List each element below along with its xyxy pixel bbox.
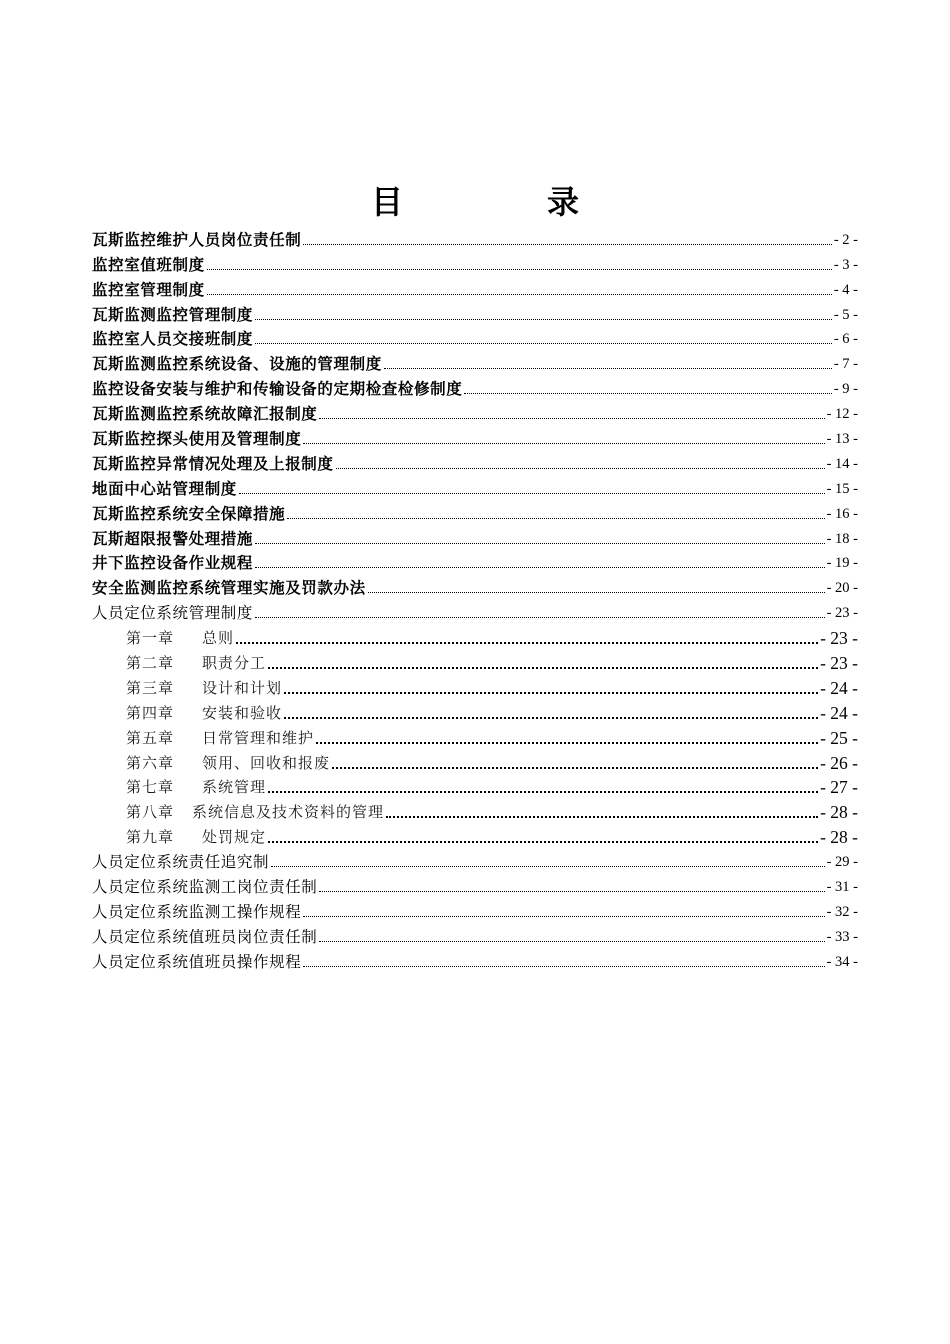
toc-entry[interactable]: [92, 500, 858, 525]
dot-leader: [316, 742, 818, 744]
toc-chapter-label: [126, 727, 314, 749]
dot-leader: [255, 617, 825, 618]
toc-chapter-label: [126, 801, 384, 823]
dot-leader: [303, 916, 824, 917]
toc-entry-label: 人员定位系统监测工岗位责任制: [92, 878, 318, 897]
toc-entry-page: - 13 -: [826, 431, 858, 448]
toc-entry[interactable]: [92, 400, 858, 425]
toc-chapter-entry[interactable]: [92, 823, 858, 848]
toc-entry-page: - 16 -: [826, 505, 858, 522]
toc-entry-page: - 6 -: [833, 331, 858, 348]
toc-entry-label: 瓦斯监控探头使用及管理制度: [92, 430, 302, 449]
toc-entry[interactable]: [92, 873, 858, 898]
toc-chapter-entry[interactable]: [92, 674, 858, 699]
toc-entry[interactable]: [92, 475, 858, 500]
toc-entry-page: - 3 -: [833, 256, 858, 273]
dot-leader: [287, 518, 824, 519]
toc-chapter-entry[interactable]: [92, 749, 858, 774]
dot-leader: [303, 244, 832, 245]
toc-entry[interactable]: [92, 450, 858, 475]
toc-entry-page: - 4 -: [833, 281, 858, 298]
toc-entry-label: 瓦斯超限报警处理措施: [92, 529, 254, 548]
toc-entry-page: - 7 -: [833, 356, 858, 373]
dot-leader: [207, 294, 832, 295]
toc-entry-label: 井下监控设备作业规程: [92, 554, 254, 573]
toc-chapter-entry[interactable]: [92, 649, 858, 674]
dot-leader: [386, 816, 818, 818]
toc-chapter-page: - 24 -: [820, 677, 858, 698]
toc-chapter-entry[interactable]: [92, 798, 858, 823]
toc-entry-page: - 23 -: [826, 605, 858, 622]
toc-entry-page: - 33 -: [826, 928, 858, 945]
toc-entry-label: 瓦斯监控维护人员岗位责任制: [92, 230, 302, 249]
dot-leader: [303, 443, 824, 444]
toc-entry-label: 人员定位系统监测工操作规程: [92, 902, 302, 921]
chapter-number: 第七章: [126, 778, 175, 797]
toc-entry[interactable]: [92, 276, 858, 301]
dot-leader: [255, 543, 825, 544]
toc-entry[interactable]: [92, 550, 858, 575]
toc-entry-page: - 20 -: [826, 580, 858, 597]
dot-leader: [284, 692, 818, 694]
chapter-number: 第一章: [126, 629, 175, 648]
toc-entry[interactable]: [92, 350, 858, 375]
toc-chapter-page: - 25 -: [820, 727, 858, 748]
toc-entry-label: 人员定位系统值班员岗位责任制: [92, 927, 318, 946]
toc-entry-page: - 2 -: [833, 231, 858, 248]
toc-chapter-label: [126, 677, 282, 699]
dot-leader: [319, 941, 824, 942]
chapter-title: 系统信息及技术资料的管理: [192, 803, 385, 822]
toc-entry[interactable]: [92, 301, 858, 326]
dot-leader: [271, 866, 824, 867]
dot-leader: [239, 493, 825, 494]
dot-leader: [255, 319, 832, 320]
dot-leader: [255, 567, 825, 568]
toc-chapter-page: - 27 -: [820, 777, 858, 798]
chapter-number: 第二章: [126, 654, 175, 673]
chapter-title: 职责分工: [202, 654, 267, 673]
dot-leader: [268, 667, 818, 669]
toc-entry-page: - 19 -: [826, 555, 858, 572]
dot-leader: [319, 891, 824, 892]
toc-entry-label: 监控室值班制度: [92, 255, 205, 274]
chapter-number: 第三章: [126, 678, 175, 697]
toc-chapter-label: [126, 652, 266, 674]
toc-entry[interactable]: [92, 425, 858, 450]
chapter-number: 第六章: [126, 753, 175, 772]
toc-chapter-label: [126, 776, 266, 798]
toc-entry-label: 瓦斯监控异常情况处理及上报制度: [92, 454, 334, 473]
toc-chapter-label: [126, 702, 282, 724]
toc-entry-page: - 18 -: [826, 530, 858, 547]
chapter-number: 第九章: [126, 828, 175, 847]
toc-chapter-page: - 24 -: [820, 702, 858, 723]
toc-chapter-page: - 23 -: [820, 653, 858, 674]
toc-entry[interactable]: [92, 226, 858, 251]
toc-entry-page: - 14 -: [826, 455, 858, 472]
chapter-title: 领用、回收和报废: [202, 753, 331, 772]
toc-entry-page: - 15 -: [826, 480, 858, 497]
toc-entry[interactable]: [92, 574, 858, 599]
dot-leader: [268, 841, 818, 843]
toc-entry-label: 地面中心站管理制度: [92, 479, 237, 498]
toc-entry-label: 安全监测监控系统管理实施及罚款办法: [92, 579, 366, 598]
toc-chapter-entry[interactable]: [92, 699, 858, 724]
toc-entry[interactable]: [92, 375, 858, 400]
dot-leader: [236, 642, 818, 644]
toc-entry[interactable]: [92, 251, 858, 276]
toc-entry-label: 瓦斯监测监控系统设备、设施的管理制度: [92, 355, 382, 374]
dot-leader: [368, 592, 825, 593]
toc-entry-label: 人员定位系统管理制度: [92, 604, 254, 623]
toc-entry-page: - 29 -: [826, 854, 858, 871]
dot-leader: [284, 717, 818, 719]
dot-leader: [255, 343, 832, 344]
chapter-title: 安装和验收: [202, 703, 283, 722]
dot-leader: [384, 368, 832, 369]
toc-entry-label: 瓦斯监控系统安全保障措施: [92, 504, 286, 523]
toc-entry-label: 监控室人员交接班制度: [92, 330, 254, 349]
toc-chapter-label: [126, 826, 266, 848]
toc-chapter-entry[interactable]: [92, 774, 858, 799]
toc-entry[interactable]: [92, 848, 858, 873]
toc-entry[interactable]: [92, 326, 858, 351]
dot-leader: [464, 393, 832, 394]
chapter-number: 第四章: [126, 703, 175, 722]
toc-entry-label: 瓦斯监测监控管理制度: [92, 305, 254, 324]
toc-entry[interactable]: [92, 599, 858, 624]
toc-entry-label: 人员定位系统责任追究制: [92, 853, 270, 872]
toc-chapter-page: - 28 -: [820, 802, 858, 823]
toc-entry-label: 监控室管理制度: [92, 280, 205, 299]
dot-leader: [207, 269, 832, 270]
toc-entry-page: - 9 -: [833, 381, 858, 398]
chapter-title: 设计和计划: [202, 678, 283, 697]
dot-leader: [268, 791, 818, 793]
toc-chapter-page: - 23 -: [820, 628, 858, 649]
toc-entry-page: - 31 -: [826, 879, 858, 896]
toc-entry[interactable]: [92, 923, 858, 948]
toc-entry-page: - 12 -: [826, 406, 858, 423]
chapter-title: 总则: [202, 629, 235, 648]
table-of-contents: [92, 226, 858, 973]
toc-entry-label: 瓦斯监测监控系统故障汇报制度: [92, 405, 318, 424]
toc-entry[interactable]: [92, 898, 858, 923]
toc-entry-page: - 5 -: [833, 306, 858, 323]
chapter-title: 系统管理: [202, 778, 267, 797]
toc-entry-page: - 32 -: [826, 903, 858, 920]
dot-leader: [319, 418, 824, 419]
toc-entry-label: 监控设备安装与维护和传输设备的定期检查检修制度: [92, 380, 463, 399]
toc-chapter-label: [126, 752, 330, 774]
toc-chapter-entry[interactable]: [92, 724, 858, 749]
dot-leader: [332, 767, 818, 769]
chapter-number: 第五章: [126, 728, 175, 747]
chapter-title: 日常管理和维护: [202, 728, 315, 747]
dot-leader: [336, 468, 825, 469]
toc-chapter-page: - 26 -: [820, 752, 858, 773]
toc-chapter-page: - 28 -: [820, 827, 858, 848]
toc-entry[interactable]: [92, 525, 858, 550]
chapter-number: 第八章: [126, 803, 175, 822]
toc-entry-page: - 34 -: [826, 953, 858, 970]
toc-chapter-label: [126, 627, 234, 649]
toc-entry[interactable]: [92, 948, 858, 973]
toc-chapter-entry[interactable]: [92, 624, 858, 649]
toc-entry-label: 人员定位系统值班员操作规程: [92, 952, 302, 971]
chapter-title: 处罚规定: [202, 828, 267, 847]
dot-leader: [303, 966, 824, 967]
toc-title: 目 录: [370, 183, 635, 221]
